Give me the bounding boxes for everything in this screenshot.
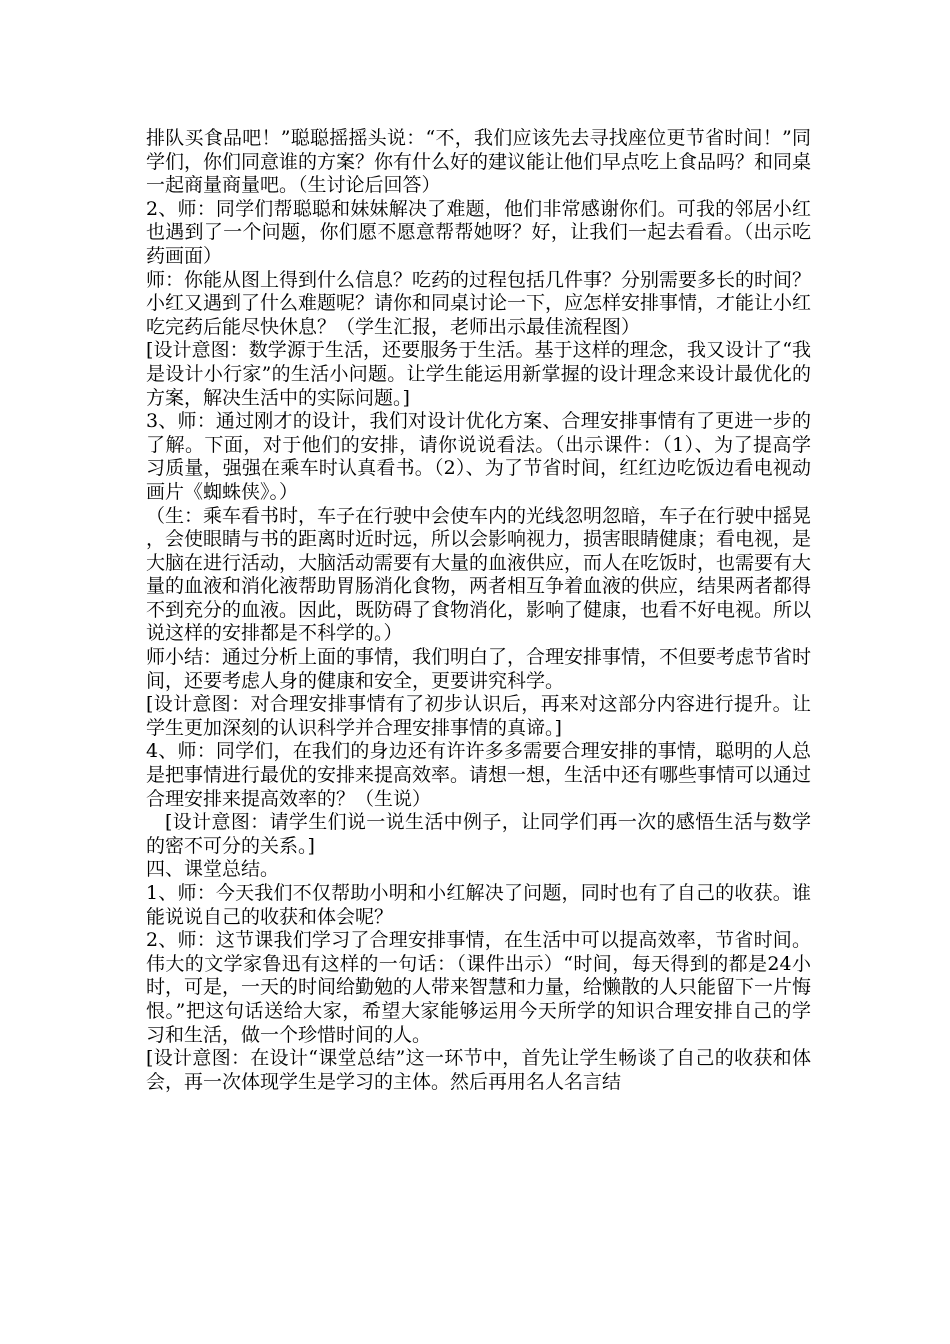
paragraph-6: （生：乘车看书时，车子在行驶中会使车内的光线忽明忽暗，车子在行驶中摇晃，会使眼睛与书的距离时近时远，所以会影响视力，损害眼睛健康；看电视，是大脑在进行活动，大脑活动需要有大量的血液供应，而人在吃饭时，也需要有大量的血液和消化液帮助胃肠消化食物，两者相互争着血液的供应，结果两者都得不到充分的血液。因此，既防碍了食物消化，影响了健康，也看不好电视。所以说这样的安排都是不科学的。）: [146, 504, 812, 645]
paragraph-10: [设计意图：请学生们说一说生活中例子，让同学们再一次的感悟生活与数学的密不可分的关系。]: [146, 811, 811, 857]
paragraph-1: 排队买食品吧！”聪聪摇摇头说：“不，我们应该先去寻找座位更节省时间！”同学们，你们同意谁的方案？你有什么好的建议能让他们早点吃上食品吗？和同桌一起商量商量吧。（生讨论后回答）: [146, 127, 812, 197]
paragraph-14: [设计意图：在设计“课堂总结”这一环节中，首先让学生畅谈了自己的收获和体会，再一次体现学生是学习的主体。然后再用名人名言结: [146, 1047, 811, 1093]
paragraph-12: 1、师：今天我们不仅帮助小明和小红解决了问题，同时也有了自己的收获。谁能说说自己的收获和体会呢？: [146, 882, 811, 928]
paragraph-4: [设计意图：数学源于生活，还要服务于生活。基于这样的理念，我又设计了“我是设计小行家”的生活小问题。让学生能运用新掌握的设计理念来设计最优化的方案，解决生活中的实际问题。]: [146, 339, 811, 409]
paragraph-5: 3、师：通过刚才的设计，我们对设计优化方案、合理安排事情有了更进一步的了解。下面，对于他们的安排，请你说说看法。（出示课件：（1）、为了提高学习质量，强强在乘车时认真看书。（2）、为了节省时间，红红边吃饭边看电视动画片《蜘蛛侠》。）: [146, 410, 811, 503]
paragraph-3: 师：你能从图上得到什么信息？吃药的过程包括几件事？分别需要多长的时间？小红又遇到了什么难题呢？请你和同桌讨论一下，应怎样安排事情，才能让小红吃完药后能尽快休息？（学生汇报，老师出示最佳流程图）: [146, 268, 812, 338]
paragraph-9: 4、师：同学们，在我们的身边还有许许多多需要合理安排的事情，聪明的人总是把事情进行最优的安排来提高效率。请想一想，生活中还有哪些事情可以通过合理安排来提高效率的？（生说）: [146, 740, 812, 810]
paragraph-2: 2、师：同学们帮聪聪和妹妹解决了难题，他们非常感谢你们。可我的邻居小红也遇到了一个问题，你们愿不愿意帮帮她呀？好，让我们一起去看看。（出示吃药画面）: [146, 197, 811, 267]
document-body: [146, 127, 811, 1094]
paragraph-8: [设计意图：对合理安排事情有了初步认识后，再来对这部分内容进行提升。让学生更加深刻的认识科学并合理安排事情的真谛。]: [146, 693, 811, 739]
paragraph-7: 师小结：通过分析上面的事情，我们明白了，合理安排事情，不但要考虑节省时间，还要考虑人身的健康和安全，更要讲究科学。: [146, 646, 812, 692]
section-heading: 四、课堂总结。: [146, 858, 280, 881]
paragraph-13: 2、师：这节课我们学习了合理安排事情，在生活中可以提高效率，节省时间。伟大的文学家鲁迅有这样的一句话：（课件出示）“时间，每天得到的都是24小时，可是，一天的时间给勤勉的人带来智慧和力量，给懒散的人只能留下一片悔恨。”把这句话送给大家，希望大家能够运用今天所学的知识合理安排自己的学习和生活，做一个珍惜时间的人。: [146, 929, 812, 1046]
